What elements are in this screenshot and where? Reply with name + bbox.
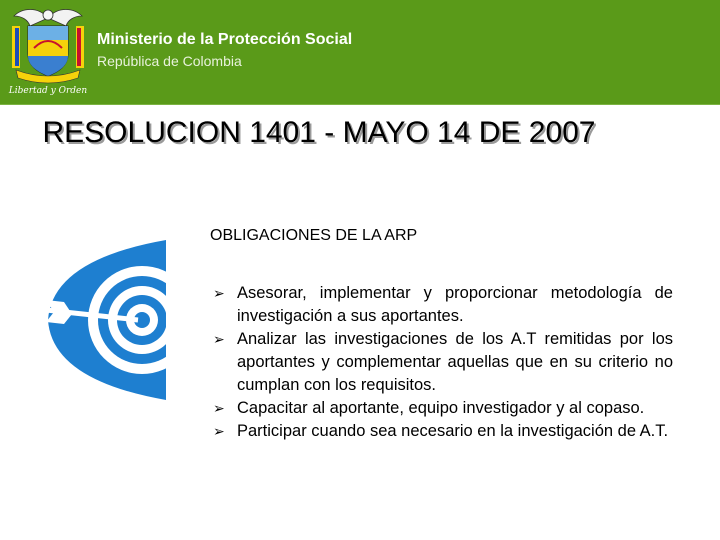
list-item <box>213 282 673 328</box>
bullet-text: Participar cuando sea necesario en la investigación de A.T. <box>237 422 669 440</box>
target-with-arrow-icon <box>42 240 182 400</box>
motto-text: Libertad y Orden <box>8 86 88 96</box>
bullet-text: Capacitar al aportante, equipo investigador y al copaso. <box>237 399 645 417</box>
arrowhead-bullet-icon: ➢ <box>213 423 225 439</box>
slide-title: RESOLUCION 1401 - MAYO 14 DE 2007 <box>42 116 596 149</box>
arrowhead-bullet-icon: ➢ <box>213 400 225 416</box>
list-item <box>213 420 673 443</box>
arrowhead-bullet-icon: ➢ <box>213 285 225 301</box>
obligations-list <box>213 282 673 443</box>
bullet-text: Asesorar, implementar y proporcionar metodología de investigación a sus aportantes. <box>237 284 673 325</box>
header-bar <box>0 0 720 104</box>
section-subtitle: OBLIGACIONES DE LA ARP <box>210 227 418 244</box>
bullet-text: Analizar las investigaciones de los A.T remitidas por los aportantes y complementar aquellas que en su criterio no cumplan con los requisitos. <box>237 330 673 394</box>
list-item <box>213 328 673 397</box>
ministry-name: Ministerio de la Protección Social <box>97 31 353 48</box>
arrowhead-bullet-icon: ➢ <box>213 331 225 347</box>
list-item <box>213 397 673 420</box>
colombia-coat-of-arms-icon <box>8 4 88 98</box>
header-divider <box>0 104 720 105</box>
republic-name: República de Colombia <box>97 53 242 69</box>
